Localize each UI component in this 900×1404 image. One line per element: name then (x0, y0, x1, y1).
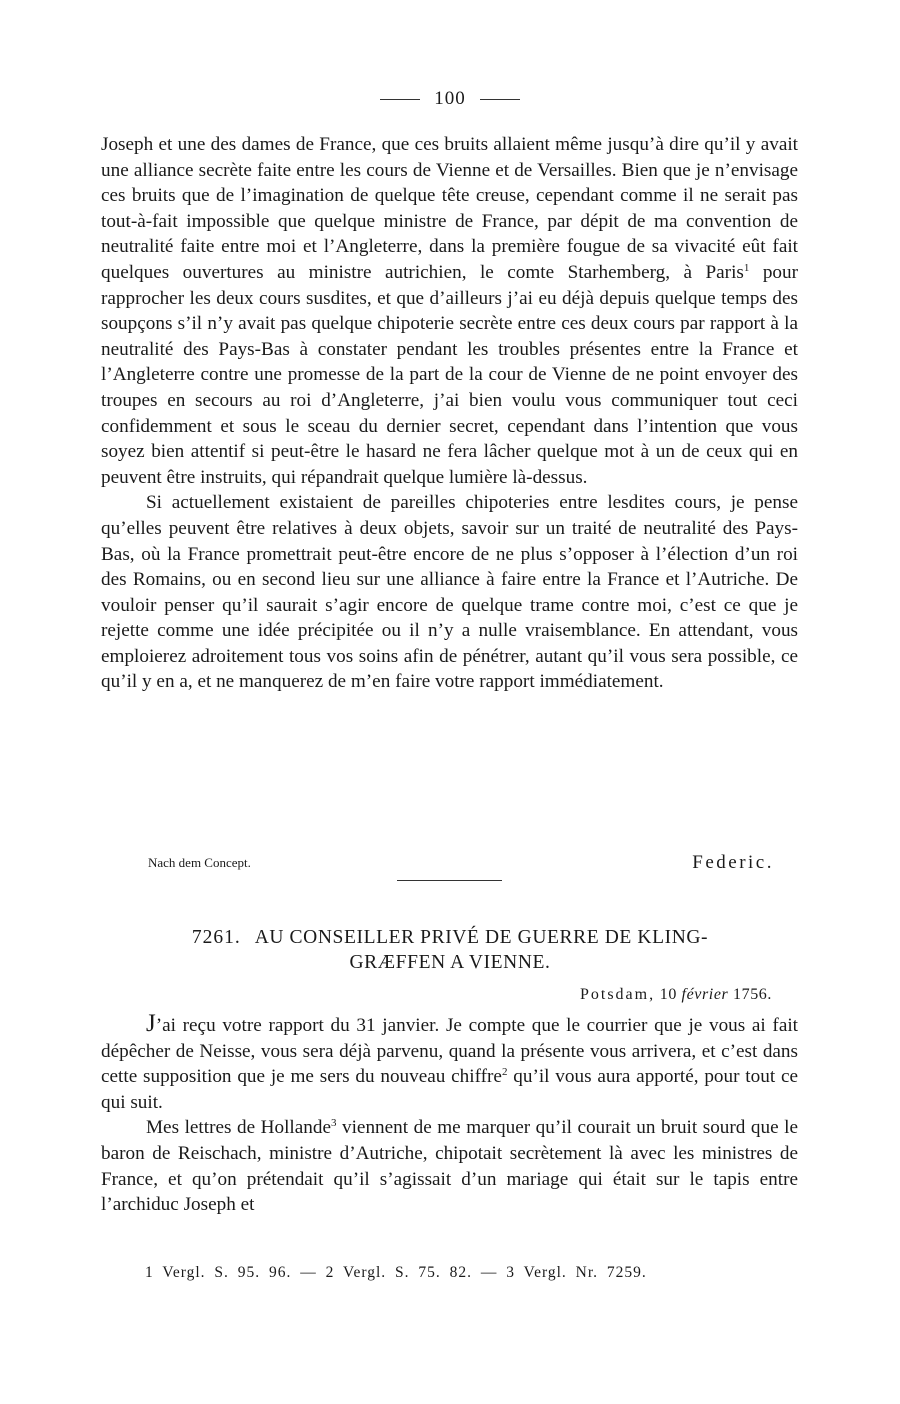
footnote-ref: 3 (330, 1117, 337, 1130)
page-number-dash-right (480, 99, 520, 100)
paragraph-text: qu’il vous aura apporté, pour tout ce qui suit. (101, 1066, 798, 1113)
source-note: Nach dem Concept. (148, 855, 251, 870)
page-number-text: 100 (434, 88, 466, 109)
paragraph (101, 132, 798, 490)
letter-heading (100, 925, 800, 975)
paragraph-text: pour rapprocher les deux cours susdites, et que d’ailleurs j’ai eu déjà depuis quelque temps des soupçons s’il n’y avait pas quelque chipoterie secrète entre ces deux cours par rapport à la neutralité des Pays-Bas à constater pendant les troubles présentes entre la France et l’Angleterre contre une promesse de la part de la cour de Vienne de ne point envoyer des troupes en secours au roi d’Angleterre, j’ai bien voulu vous communiquer tout ceci confidemment et sous le sceau du dernier secret, cependant dans l’intention que vous soyez bien attentif si peut-être le hasard ne fera lâcher quelque mot à un de ceux qui en peuvent être instruits, qui répandrait quelque lumière là-dessus. (101, 261, 798, 488)
dateline (580, 986, 772, 1004)
paragraph-text: viennent de me marquer qu’il courait un bruit sourd que le baron de Reischach, ministre d’Autriche, chipotait secrètement là avec les ministres de France, et qu’on prétendait qu’il s’agissait d’un mariage qui était sur le tapis entre l’archiduc Joseph et (101, 1117, 798, 1216)
paragraph-text: Joseph et une des dames de France, que ces bruits allaient même jusqu’à dire qu’il y avait une alliance secrète faite entre les cours de Vienne et de Versailles. Bien que je n’envisage ces bruits que de l’imagination de quelque tête creuse, cependant comme il ne serait pas tout-à-fait impossible que quelque ministre de France, par dépit de ma convention de neutralité faite entre moi et l’Angleterre, dans la première fougue de sa vivacité eût fait quelques ouvertures au ministre autrichien, le comte Starhemberg, à Paris (101, 134, 798, 283)
separator-rule (397, 880, 502, 881)
dateline-month: février (681, 986, 729, 1003)
heading-title-1: AU CONSEILLER PRIVÉ DE GUERRE DE KLING- (254, 927, 709, 948)
heading-line-1 (100, 925, 800, 950)
letter-number: 7261. (191, 927, 241, 948)
dateline-day: 10 (659, 986, 677, 1003)
page-number (0, 88, 900, 110)
paragraph (101, 1115, 798, 1217)
dateline-place: Potsdam, (579, 986, 656, 1003)
paragraph: Si actuellement existaient de pareilles chipoteries entre lesdites cours, je pense qu’elles peuvent être relatives à deux objets, savoir sur un traité de neutralité des Pays-Bas, où la France promettrait peut-être encore de ne plus s’opposer à l’élection d’un roi des Romains, ou en second lieu sur une alliance à faire entre la France et l’Autriche. De vouloir penser qu’il saurait s’agir encore de quelque trame contre moi, c’est ce que je rejette comme une idée précipitée ou il n’y a nulle vraisemblance. En attendant, vous emploierez adroitement tous vos soins afin de pénétrer, autant qu’il vous sera possible, ce qu’il y en a, et ne manquerez de m’en faire votre rapport immédiatement. (101, 492, 798, 693)
paragraph-text: Mes lettres de Hollande (146, 1117, 331, 1139)
letter-body (101, 1011, 798, 1218)
paragraph-text: ’ai reçu votre rapport du 31 janvier. Je compte que le courrier que je vous ai fait dépêcher de Neisse, vous sera déjà parvenu, quand la présente vous arrivera, et c’est dans cette supposition que je me sers du nouveau chiffre (101, 1015, 798, 1088)
paragraph (101, 1011, 798, 1115)
drop-cap: J (146, 1010, 156, 1037)
footnotes: 1 Vergl. S. 95. 96. — 2 Vergl. S. 75. 82. — 3 Vergl. Nr. 7259. (145, 1264, 647, 1281)
letter-continuation (101, 132, 798, 695)
signature-name: Federic. (692, 852, 774, 873)
dateline-year: 1756. (733, 986, 772, 1003)
heading-title-2: GRÆFFEN A VIENNE. (349, 952, 551, 973)
footnote-ref: 2 (501, 1066, 508, 1079)
page-number-dash-left (380, 99, 420, 100)
footnote-ref: 1 (743, 261, 750, 274)
signature-row (148, 852, 774, 878)
